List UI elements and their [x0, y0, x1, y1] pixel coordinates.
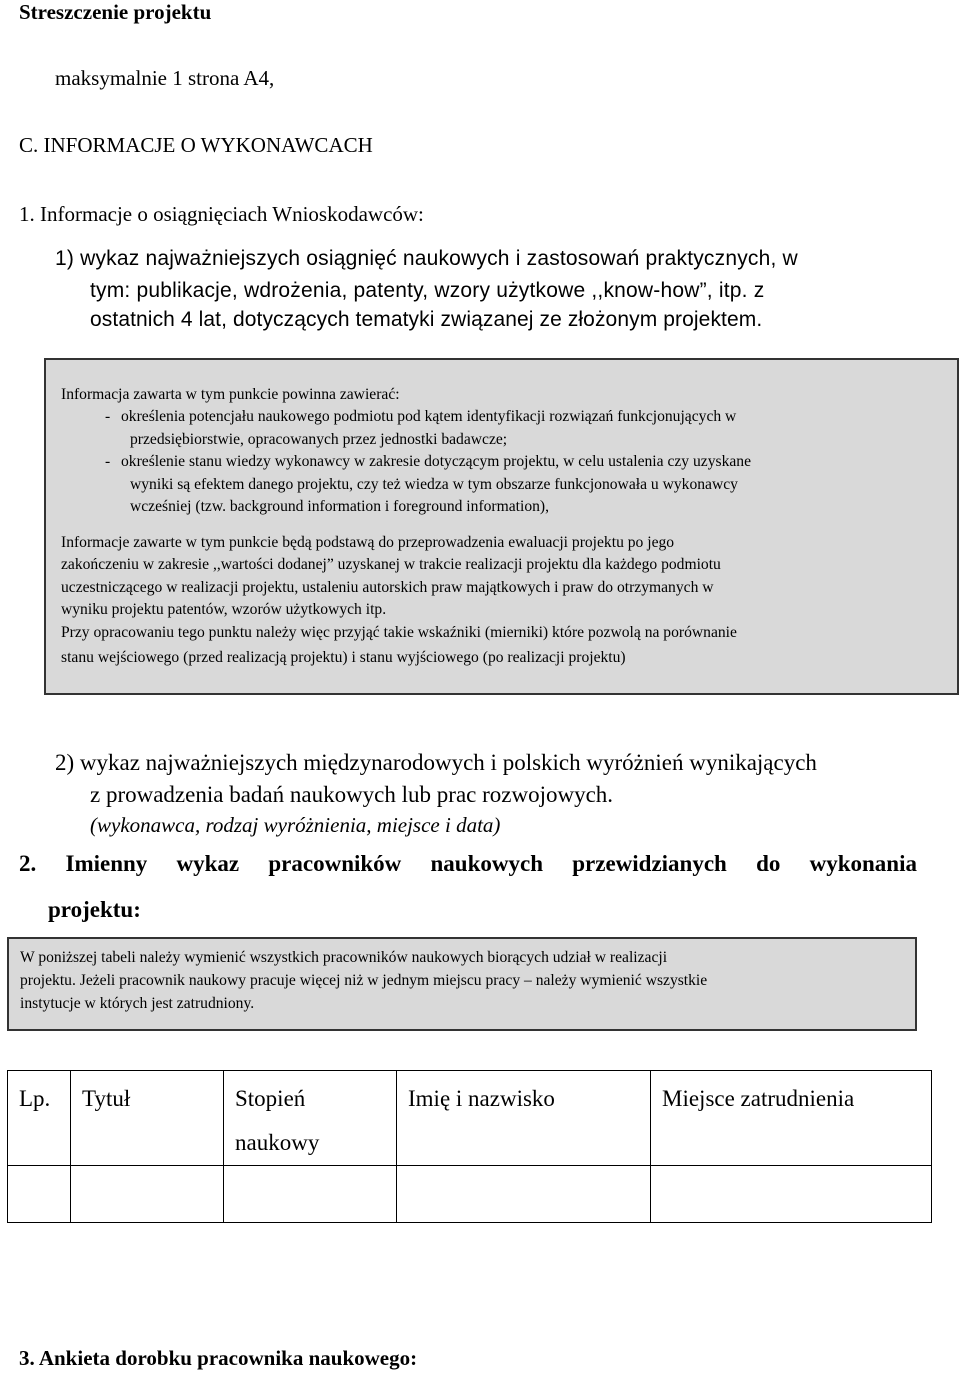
table-header-row	[8, 1071, 932, 1166]
table-row	[8, 1166, 932, 1223]
table-cell[interactable]	[651, 1166, 932, 1223]
box1-bullet1-dash: -	[105, 408, 111, 425]
table-cell[interactable]	[397, 1166, 651, 1223]
item1-line-1: 1) wykaz najważniejszych osiągnięć naukowych i zastosowań praktycznych, w	[55, 247, 798, 270]
box2-line1: W poniższej tabeli należy wymienić wszystkich pracowników naukowych biorących udział w realizacji	[20, 949, 668, 966]
box2-line2: projektu. Jeżeli pracownik naukowy pracuje więcej niż w jednym miejscu pracy – należy wymienić wszystkie	[20, 972, 708, 989]
header-title: Tytuł	[71, 1071, 224, 1166]
header-name: Imię i nazwisko	[397, 1071, 651, 1166]
item2-line-1: 2) wykaz najważniejszych międzynarodowych i polskich wyróżnień wynikających	[55, 750, 817, 775]
box1-bullet1-line2: przedsiębiorstwie, opracowanych przez jednostki badawcze;	[130, 431, 508, 448]
item2-note: (wykonawca, rodzaj wyróżnienia, miejsce i data)	[90, 813, 501, 837]
box1-paragraph3-line2: stanu wejściowego (przed realizacją projektu) i stanu wyjściowego (po realizacji projektu)	[61, 649, 626, 666]
box1-bullet2-line3: wcześniej (tzw. background information i foreground information),	[130, 498, 550, 515]
box1-paragraph3-line1: Przy opracowaniu tego punktu należy więc przyjąć takie wskaźniki (mierniki) które pozwolą na porównanie	[61, 624, 737, 641]
box1-bullet2-line1: określenie stanu wiedzy wykonawcy w zakresie dotyczącym projektu, w celu ustalenia czy uzyskane	[121, 453, 752, 470]
box1-paragraph2-line1: Informacje zawarte w tym punkcie będą podstawą do przeprowadzenia ewaluacji projektu po jego	[61, 534, 675, 551]
box1-bullet1-line1: określenia potencjału naukowego podmiotu pod kątem identyfikacji rozwiązań funkcjonujących w	[121, 408, 737, 425]
item1-line-3: ostatnich 4 lat, dotyczących tematyki związanej ze złożonym projektem.	[90, 308, 763, 331]
box1-intro: Informacja zawarta w tym punkcie powinna zawierać:	[61, 386, 400, 403]
table-cell[interactable]	[71, 1166, 224, 1223]
item1-heading: 1. Informacje o osiągnięciach Wnioskodawców:	[19, 202, 424, 226]
box1-bullet2-dash: -	[105, 453, 111, 470]
section2-heading-line1: 2. Imienny wykaz pracowników naukowych przewidzianych do wykonania	[19, 851, 917, 876]
table-cell[interactable]	[224, 1166, 397, 1223]
section-c-heading: C. INFORMACJE O WYKONAWCACH	[19, 133, 373, 157]
header-lp: Lp.	[8, 1071, 71, 1166]
item1-line-2: tym: publikacje, wdrożenia, patenty, wzory użytkowe ,,know-how”, itp. z	[90, 279, 765, 302]
box1-bullet2-line2: wyniki są efektem danego projektu, czy też wiedza w tym obszarze funkcjonowała u wykonawcy	[130, 476, 738, 493]
box1-paragraph2-line4: wyniku projektu patentów, wzorów użytkowych itp.	[61, 601, 387, 618]
info-box-achievements	[44, 358, 959, 695]
box2-line3: instytucje w których jest zatrudniony.	[20, 995, 255, 1012]
header-workplace: Miejsce zatrudnienia	[651, 1071, 932, 1166]
item2-line-2: z prowadzenia badań naukowych lub prac rozwojowych.	[90, 782, 614, 807]
box1-paragraph2-line3: uczestniczącego w realizacji projektu, ustaleniu autorskich praw majątkowych i praw do otrzymanych w	[61, 579, 714, 596]
section2-heading-line2: projektu:	[48, 897, 141, 922]
table-cell[interactable]	[8, 1166, 71, 1223]
document-title: Streszczenie projektu	[19, 0, 212, 24]
staff-table	[7, 1070, 932, 1223]
box1-paragraph2-line2: zakończeniu w zakresie ,,wartości dodanej” uzyskanej w trakcie realizacji projektu dla każdego podmiotu	[61, 556, 721, 573]
page-limit-note: maksymalnie 1 strona A4,	[55, 66, 275, 90]
info-box-staff	[7, 937, 917, 1031]
section3-heading: 3. Ankieta dorobku pracownika naukowego:	[19, 1346, 418, 1370]
header-degree: Stopień naukowy	[224, 1071, 397, 1166]
